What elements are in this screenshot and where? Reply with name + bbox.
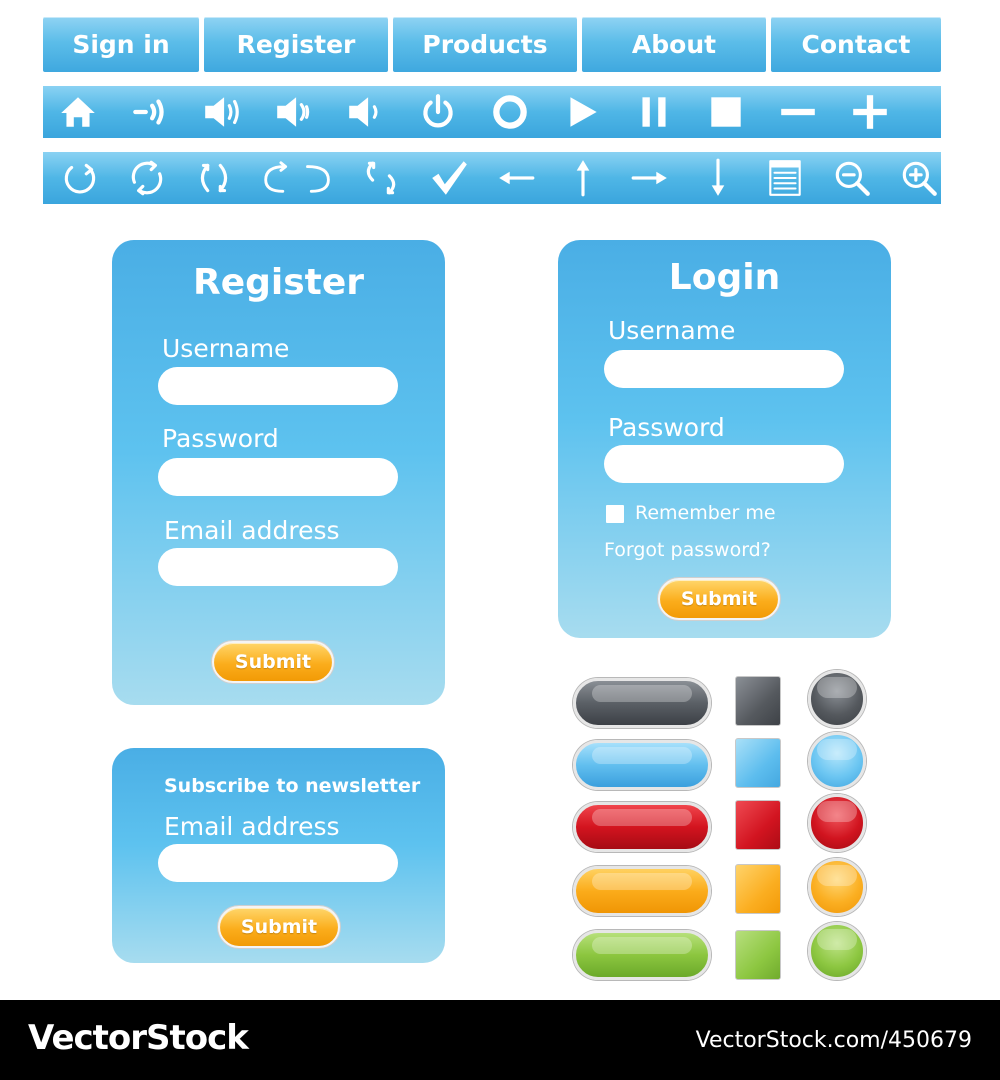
sync-icon[interactable]	[125, 155, 168, 201]
nav-register[interactable]: Register	[204, 17, 388, 72]
remember-me-label: Remember me	[635, 502, 776, 524]
newsletter-panel	[112, 748, 445, 963]
stop-icon[interactable]	[703, 89, 749, 135]
register-title: Register	[192, 262, 365, 303]
document-icon[interactable]	[763, 155, 806, 201]
volume-high-icon[interactable]	[199, 89, 245, 135]
plus-icon[interactable]	[847, 89, 893, 135]
reload-icon[interactable]	[193, 155, 236, 201]
newsletter-email-label: Email address	[164, 812, 340, 841]
gray-square-button[interactable]	[735, 676, 781, 726]
zoom-out-icon[interactable]	[831, 155, 874, 201]
nav-about[interactable]: About	[582, 17, 766, 72]
play-icon[interactable]	[559, 89, 605, 135]
register-email-input[interactable]	[158, 548, 398, 586]
register-panel	[112, 240, 445, 705]
media-icon-bar	[43, 86, 941, 138]
arrow-up-icon[interactable]	[562, 155, 605, 201]
register-username-input[interactable]	[158, 367, 398, 405]
record-icon[interactable]	[487, 89, 533, 135]
swap-icon[interactable]	[360, 155, 403, 201]
login-password-label: Password	[608, 413, 725, 442]
image-id-text: VectorStock.com/450679	[695, 1028, 972, 1053]
action-icon-bar	[43, 152, 941, 204]
forgot-password-link[interactable]: Forgot password?	[604, 539, 771, 561]
pause-icon[interactable]	[631, 89, 677, 135]
green-square-button[interactable]	[735, 930, 781, 980]
red-pill-button[interactable]	[573, 802, 711, 852]
top-nav	[43, 17, 941, 72]
watermark-footer	[0, 1000, 1000, 1080]
blue-round-button[interactable]	[808, 732, 866, 790]
register-email-label: Email address	[164, 516, 340, 545]
register-username-label: Username	[162, 334, 290, 363]
blue-square-button[interactable]	[735, 738, 781, 788]
gray-pill-button[interactable]	[573, 678, 711, 728]
register-submit-button[interactable]: Submit	[212, 641, 334, 683]
register-password-label: Password	[162, 424, 279, 453]
login-panel	[558, 240, 891, 638]
orange-pill-button[interactable]	[573, 866, 711, 916]
register-password-input[interactable]	[158, 458, 398, 496]
arrow-down-icon[interactable]	[696, 155, 739, 201]
minus-icon[interactable]	[775, 89, 821, 135]
newsletter-email-input[interactable]	[158, 844, 398, 882]
red-square-button[interactable]	[735, 800, 781, 850]
red-round-button[interactable]	[808, 794, 866, 852]
volume-low-icon[interactable]	[343, 89, 389, 135]
login-title: Login	[668, 257, 781, 298]
nav-sign-in[interactable]: Sign in	[43, 17, 199, 72]
orange-square-button[interactable]	[735, 864, 781, 914]
speaker-mute-icon[interactable]	[127, 89, 173, 135]
brand-logo: VectorStock	[28, 1018, 248, 1058]
login-username-input[interactable]	[604, 350, 844, 388]
green-round-button[interactable]	[808, 922, 866, 980]
arrow-right-icon[interactable]	[629, 155, 672, 201]
orange-round-button[interactable]	[808, 858, 866, 916]
check-icon[interactable]	[427, 155, 470, 201]
refresh-icon[interactable]	[58, 155, 101, 201]
remember-me-checkbox[interactable]	[606, 505, 624, 523]
nav-contact[interactable]: Contact	[771, 17, 941, 72]
zoom-in-icon[interactable]	[898, 155, 941, 201]
rotate-icon[interactable]	[260, 155, 336, 201]
blue-pill-button[interactable]	[573, 740, 711, 790]
power-icon[interactable]	[415, 89, 461, 135]
volume-medium-icon[interactable]	[271, 89, 317, 135]
login-submit-button[interactable]: Submit	[658, 578, 780, 620]
arrow-left-icon[interactable]	[494, 155, 537, 201]
login-password-input[interactable]	[604, 445, 844, 483]
nav-products[interactable]: Products	[393, 17, 577, 72]
gray-round-button[interactable]	[808, 670, 866, 728]
login-username-label: Username	[608, 316, 736, 345]
newsletter-submit-button[interactable]: Submit	[218, 906, 340, 948]
home-icon[interactable]	[55, 89, 101, 135]
newsletter-title: Subscribe to newsletter	[164, 775, 421, 797]
green-pill-button[interactable]	[573, 930, 711, 980]
